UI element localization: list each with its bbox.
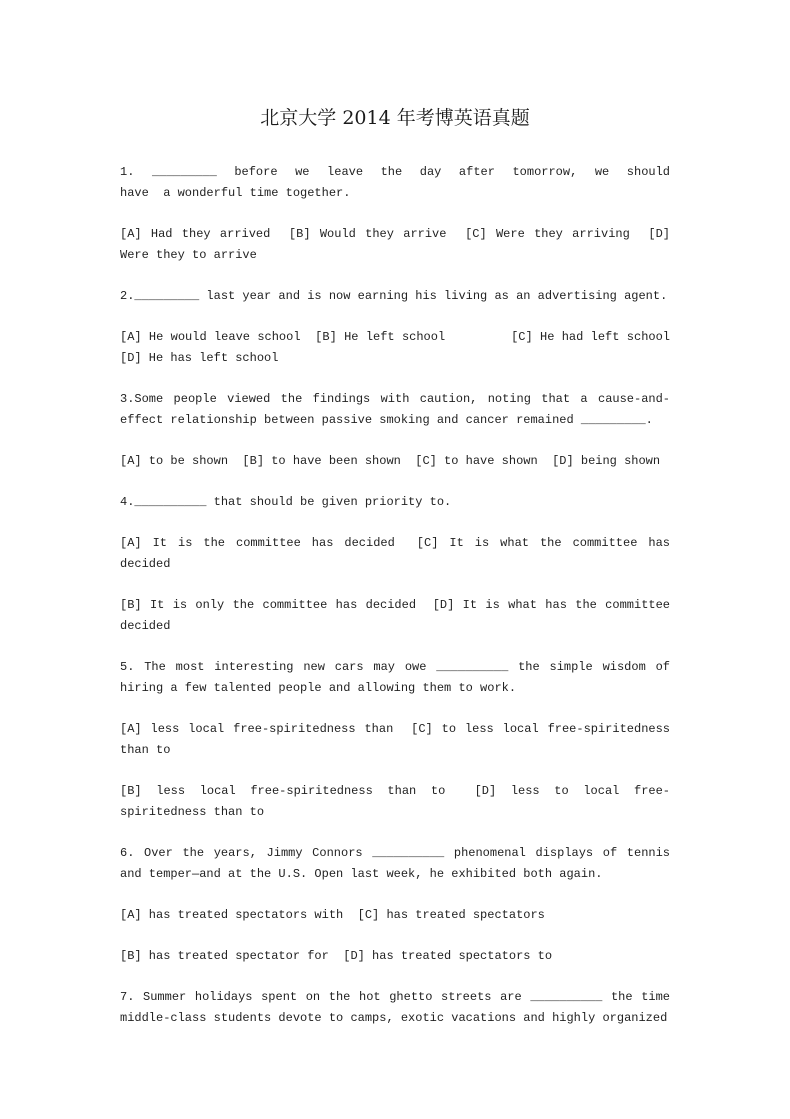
question-6-stem: 6. Over the years, Jimmy Connors __________ phenomenal displays of tennis and temper—and at the U.S. Open last week, he exhibited both again. — [120, 846, 678, 881]
question-4-options-b-d: [B] It is only the committee has decided [D] It is what has the committee decided — [120, 598, 678, 633]
page-title: 北京大学 2014 年考博英语真题 — [260, 107, 530, 129]
document-body — [120, 162, 685, 1029]
question-3-options: [A] to be shown [B] to have been shown [C] to have shown [D] being shown — [120, 454, 661, 468]
question-3-stem: 3.Some people viewed the findings with caution, noting that a cause-and-effect relationship between passive smoking and cancer remained _________. — [120, 392, 670, 427]
question-5-stem: 5. The most interesting new cars may owe __________ the simple wisdom of hiring a few talented people and allowing them to work. — [120, 660, 678, 695]
question-2-options: [A] He would leave school [B] He left school [C] He had left school [D] He has left school — [120, 330, 678, 365]
question-4-options-a-c: [A] It is the committee has decided [C] It is what the committee has decided — [120, 536, 678, 571]
question-5-options-a-c: [A] less local free-spiritedness than [C] to less local free-spiritedness than to — [120, 722, 678, 757]
question-1-stem: 1. _________ before we leave the day after tomorrow, we should have a wonderful time together. — [120, 165, 685, 200]
question-1-options: [A] Had they arrived [B] Would they arrive [C] Were they arriving [D] Were they to arrive — [120, 227, 678, 262]
question-5-options-b-d: [B] less local free-spiritedness than to [D] less to local free-spiritedness than to — [120, 784, 670, 819]
question-7-stem: 7. Summer holidays spent on the hot ghetto streets are __________ the time middle-class students devote to camps, exotic vacations and highly organized — [120, 990, 678, 1025]
question-4-stem: 4.__________ that should be given priority to. — [120, 495, 452, 509]
question-6-options-a-c: [A] has treated spectators with [C] has treated spectators — [120, 908, 545, 922]
question-2-stem: 2._________ last year and is now earning his living as an advertising agent. — [120, 289, 668, 303]
question-6-options-b-d: [B] has treated spectator for [D] has treated spectators to — [120, 949, 553, 963]
